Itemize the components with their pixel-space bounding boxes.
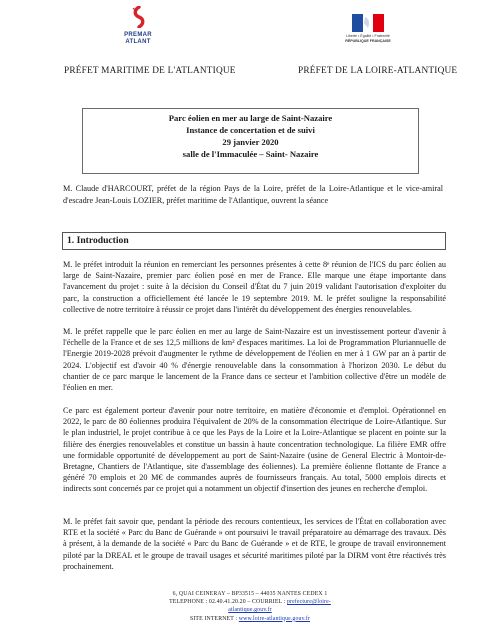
title-line-2: Instance de concertation et de suivi	[186, 125, 315, 135]
title-line-3: 29 janvier 2020	[222, 137, 279, 147]
marianne-icon	[352, 14, 384, 32]
paragraph-4: M. le préfet fait savoir que, pendant la période des recours contentieux, les services de l'État en collaboration avec RTE et la société « Parc du Banc de Guérande » ont poursuivi le travail préparatoire au démarrage des travaux. Dès à présent, à la demande de la société « Parc du Banc de Guérande » et de RTE, le groupe de travail environnement piloté par la DREAL et le groupe de travail usages et sécurité maritimes piloté par la DIRM vont être réactivés très prochainement.	[63, 517, 446, 571]
section-heading: 1. Introduction	[62, 232, 446, 250]
footer-website-link[interactable]: www.loire-atlantique.gouv.fr	[238, 615, 311, 622]
rf-logo-name: RÉPUBLIQUE FRANÇAISE	[345, 38, 391, 43]
paragraph-1: M. le préfet introduit la réunion en remerciant les personnes présentes à cette 8ᵉ réunion de l'ICS du parc éolien au large de Saint-Nazaire, premier parc éolien posé en mer de France. Elle marque une étape importante dans l'avancement du projet : suite à la décision du Conseil d'État du 7 juin 2019 validant l'autorisation d'exploiter du parc, la construction a officiellement été lancée le 19 septembre 2019. M. le préfet souligne la responsabilité collective de notre territoire à réussir ce projet dans l'intérêt du développement des énergies renouvelables.	[63, 260, 446, 314]
footer-phone-line	[150, 598, 350, 614]
footer-address: 6, QUAI CEINERAY – BP33515 – 44035 NANTES CEDEX 1	[172, 591, 328, 597]
paragraph-2: M. le préfet rappelle que le parc éolien en mer au large de Saint-Nazaire est un investissement porteur d'avenir à l'échelle de la France et de ses 12,5 millions de km² d'espaces maritimes. La loi de Programmation Pluriannuelle de l'Energie 2019-2028 prévoit d'augmenter le rythme de développement de l'éolien en mer à 1 GW par an à partir de 2024. L'objectif est d'avoir 40 % d'énergie renouvelable dans la consommation à l'horizon 2030. Le début du chantier de ce parc marque le lancement de la France dans ce secteur et l'ambition collective d'être un modèle de l'éolien en mer.	[63, 327, 446, 393]
footer-phone-label: TELEPHONE : 02.40.41.20.20 – COURRIEL :	[169, 599, 287, 606]
title-line-1: Parc éolien en mer au large de Saint-Nazaire	[168, 113, 333, 123]
republique-francaise-logo	[338, 14, 398, 54]
title-line-4: salle de l'Immaculée – Saint- Nazaire	[182, 149, 319, 159]
footer-contact	[150, 590, 350, 623]
opening-statement: M. Claude d'HARCOURT, préfet de la région Pays de la Loire, préfet de la Loire-Atlantique et le vice-amiral d'escadre Jean-Louis LOZIER, préfet maritime de l'Atlantique, ouvrent la séance	[63, 184, 443, 205]
premar-logo-text: PREMAR ATLANT	[124, 32, 152, 45]
footer-site-line	[150, 615, 350, 623]
premar-emblem-icon	[130, 6, 148, 28]
prefet-loire-atlantique-heading: PRÉFET DE LA LOIRE-ATLANTIQUE	[298, 66, 458, 76]
rf-logo-motto: Liberté • Égalité • Fraternité	[346, 34, 390, 38]
footer-site-label: SITE INTERNET :	[189, 615, 239, 622]
rf-logo-text	[338, 34, 398, 43]
meeting-title-box	[82, 108, 419, 174]
footer-email-link[interactable]: prefecture@loire-atlantique.gouv.fr	[228, 599, 331, 614]
prefet-maritime-heading: PRÉFET MARITIME DE L'ATLANTIQUE	[64, 66, 236, 76]
premar-logo	[118, 6, 158, 60]
paragraph-3: Ce parc est également porteur d'avenir pour notre territoire, en matière d'économie et d'emploi. Opérationnel en 2022, le parc de 80 éoliennes produira l'équivalent de 20% de la consommation électrique de Loire-Atlantique. Sur le plan industriel, le projet contribue à ce que les Pays de la Loire et la Loire-Atlantique se placent en pointe sur la filière des énergies renouvelables et constitue un bassin à haute concentration technologique. La filière EMR offre une formidable opportunité de développement au port de Saint-Nazaire (usine de General Electric à Montoir-de-Bretagne, Chantiers de l'Atlantique, site d'assemblage des éoliennes). La première éolienne flottante de France a généré 70 emplois et 20 M€ de commandes auprès de fournisseurs français. Au total, 5000 emplois directs et indirects sont concernés par ce projet qui a notamment un objectif d'insertion des jeunes en recherche d'emploi.	[63, 406, 446, 494]
